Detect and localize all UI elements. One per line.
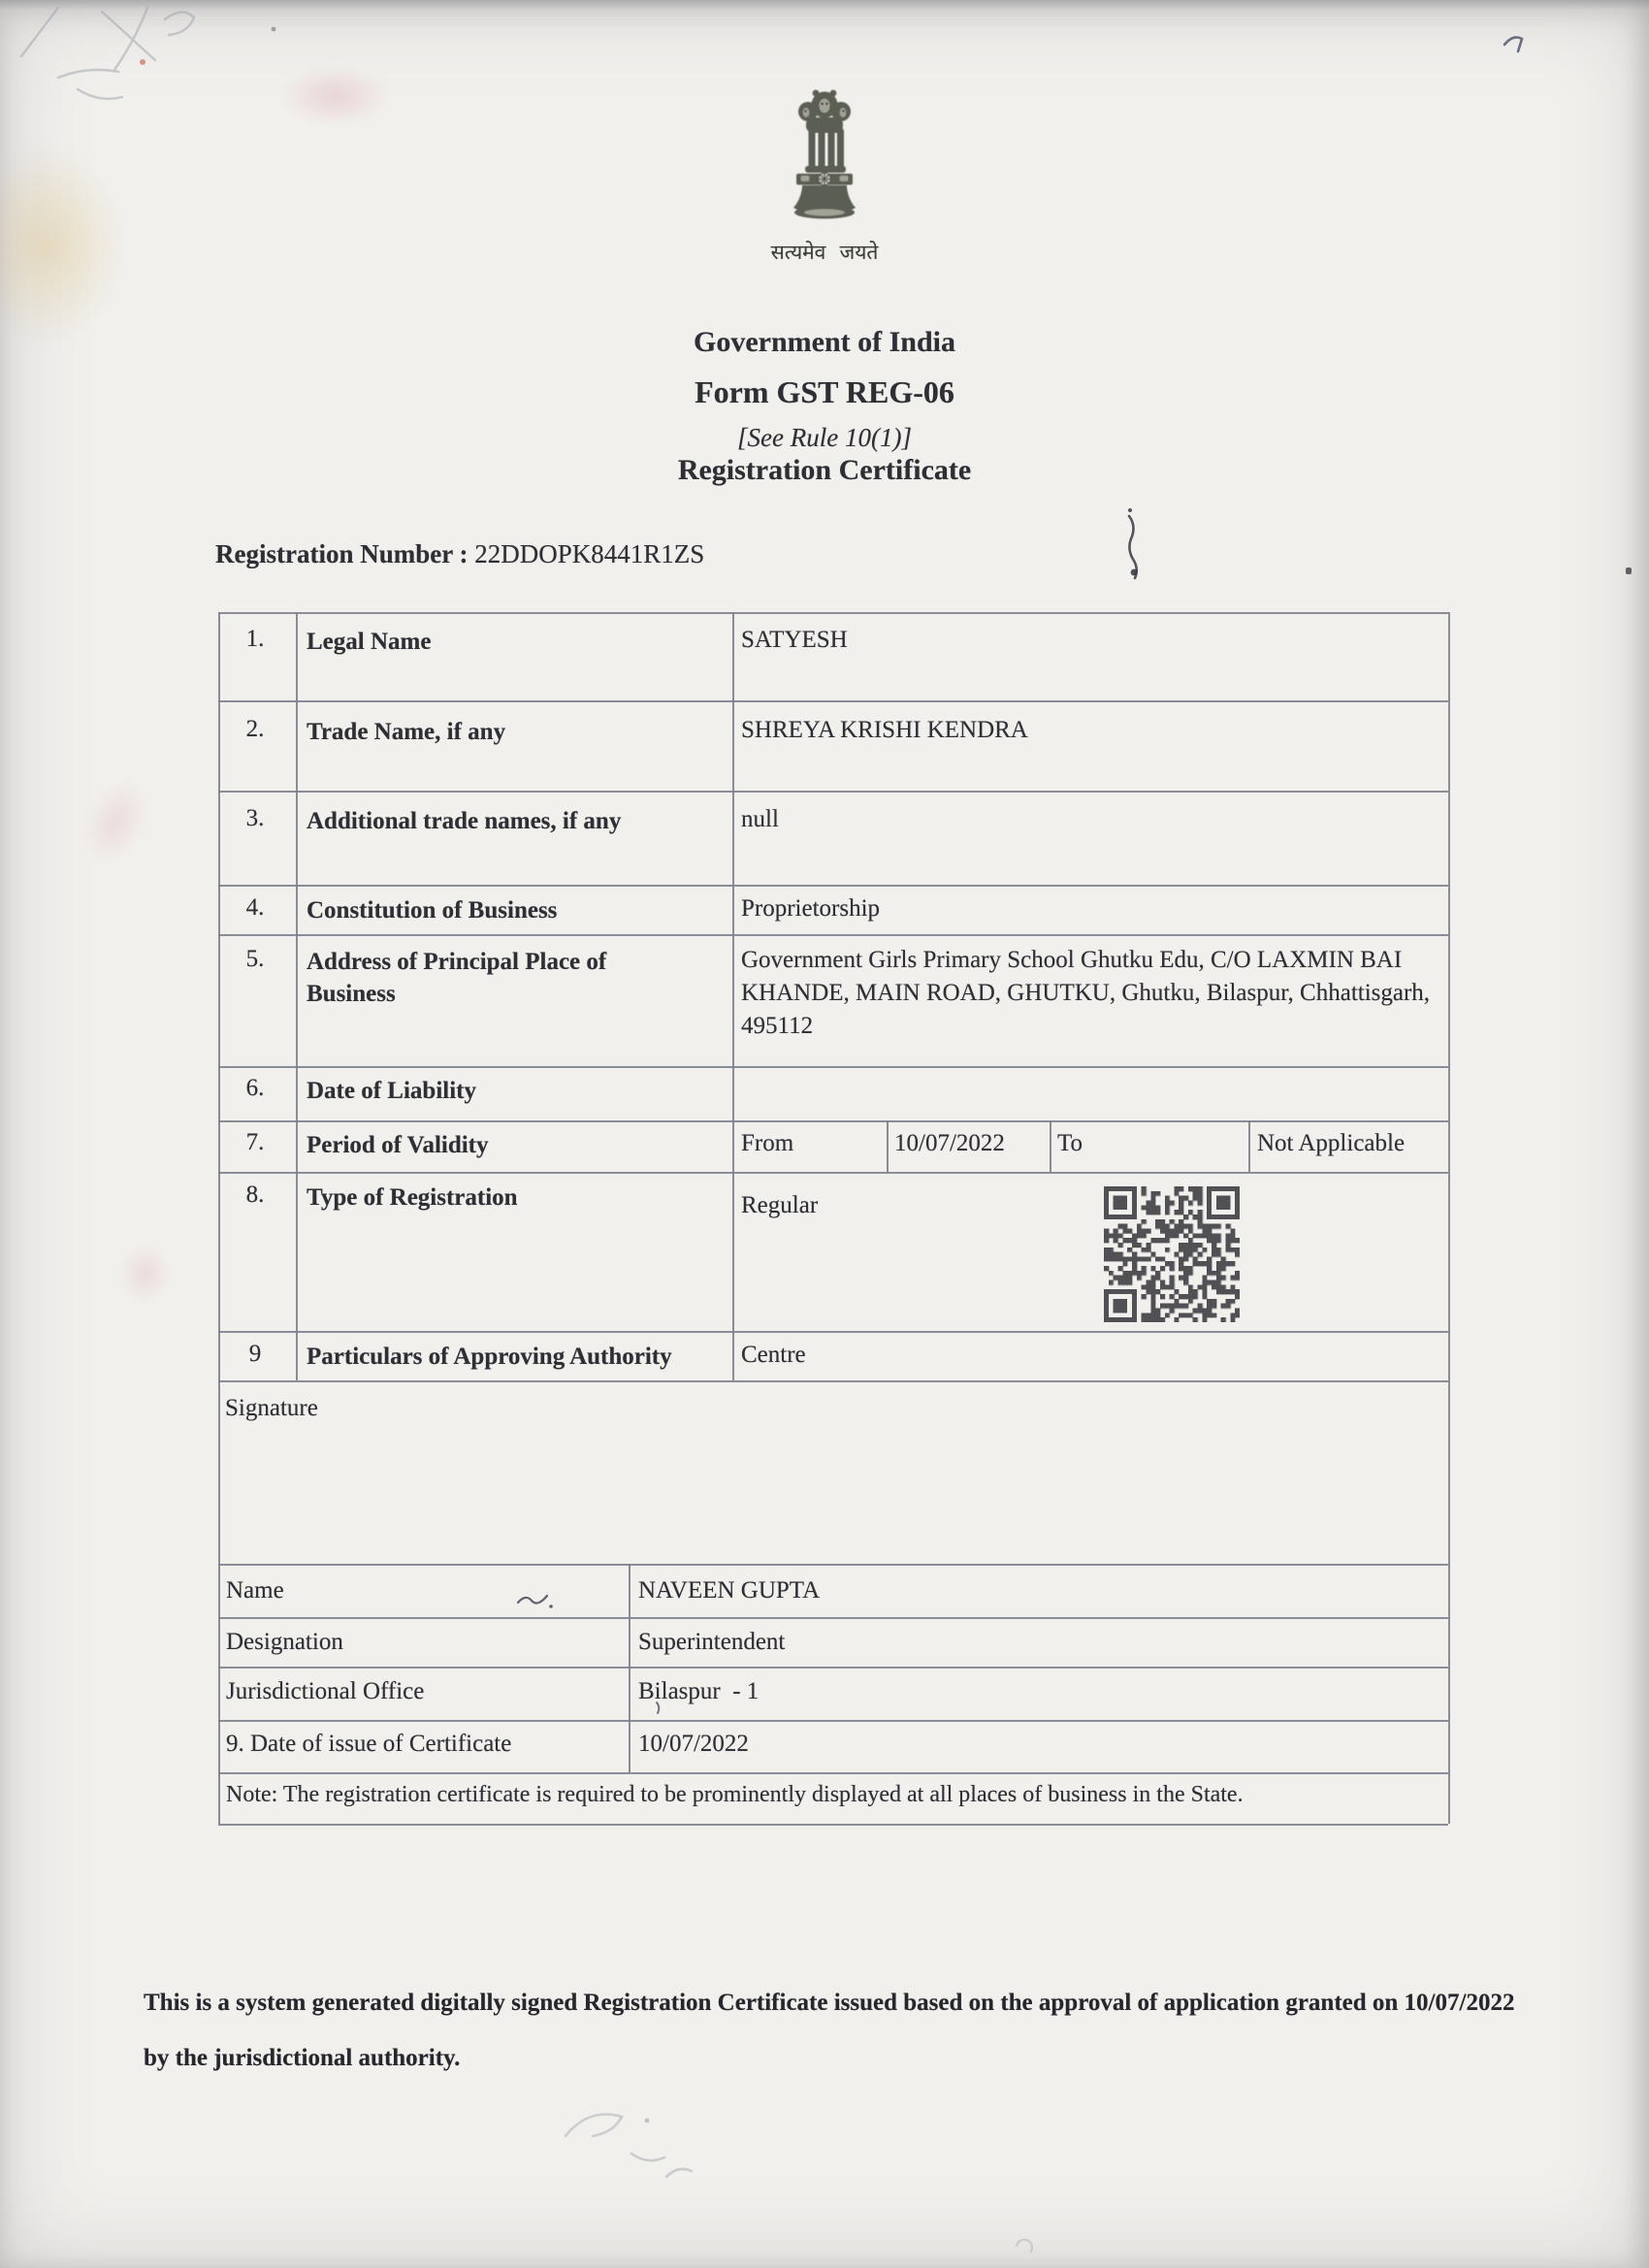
jurisdictional-office-label: Jurisdictional Office (226, 1678, 425, 1704)
table-border-line (629, 1564, 630, 1772)
row-8-label: Type of Registration (307, 1184, 518, 1211)
ink-squiggle (1114, 504, 1152, 587)
row-4-label: Constitution of Business (307, 897, 558, 923)
table-border-line (218, 1667, 1448, 1669)
row-6-number: 6. (245, 1075, 265, 1101)
row-5-number: 5. (245, 946, 265, 972)
emblem-motto: सत्यमेव जयते (770, 241, 879, 264)
row-2-label: Trade Name, if any (307, 719, 506, 745)
table-border-line (1248, 1120, 1250, 1172)
table-border-line (218, 700, 1448, 702)
table-border-line (218, 1066, 1448, 1068)
pen-check-mark (512, 1587, 559, 1616)
table-border-line (218, 1120, 1448, 1122)
government-title: Government of India (694, 326, 955, 358)
officer-designation-value: Superintendent (638, 1629, 786, 1655)
table-border-line (218, 1772, 1448, 1774)
row-7-label: Period of Validity (307, 1132, 489, 1158)
table-border-line (218, 1331, 1448, 1333)
row-4-number: 4. (245, 894, 265, 921)
table-border-line (218, 791, 1448, 793)
row-7-from-value: 10/07/2022 (894, 1130, 1005, 1156)
table-border-line (218, 934, 1448, 936)
pink-smudge (118, 1244, 172, 1304)
pencil-scribbles-top-left (19, 0, 310, 204)
registration-number-value: 22DDOPK8441R1ZS (474, 539, 705, 568)
pencil-scribbles-bottom (538, 2076, 791, 2212)
table-border-line (1448, 612, 1450, 1824)
table-border-line (218, 1380, 1448, 1382)
row-7-to-label: To (1057, 1130, 1083, 1156)
table-border-line (218, 1824, 1448, 1826)
row-9-value: Centre (741, 1342, 806, 1368)
table-border-line (218, 612, 1448, 614)
pencil-curl-bottom (1009, 2231, 1048, 2262)
table-border-line (887, 1120, 889, 1172)
table-border-line (218, 612, 220, 1824)
row-7-to-value: Not Applicable (1257, 1130, 1406, 1156)
registration-number-label: Registration Number : (215, 539, 469, 568)
table-border-line (218, 1720, 1448, 1722)
row-6-label: Date of Liability (307, 1078, 476, 1104)
pink-smudge (69, 767, 162, 876)
row-5-value: Government Girls Primary School Ghutku Edu, C/O LAXMIN BAI KHANDE, MAIN ROAD, GHUTKU, Ghutku, Bilaspur, Chhattisgarh, 495112 (741, 947, 1437, 1039)
row-7-from-label: From (741, 1130, 794, 1156)
officer-name-label: Name (226, 1577, 284, 1604)
table-border-line (1050, 1120, 1051, 1172)
row-1-label: Legal Name (307, 629, 432, 655)
officer-name-value: NAVEEN GUPTA (638, 1577, 821, 1604)
row-2-value: SHREYA KRISHI KENDRA (741, 717, 1028, 743)
date-of-issue-value: 10/07/2022 (638, 1731, 749, 1757)
row-7-number: 7. (245, 1129, 265, 1155)
registration-number (215, 539, 704, 569)
row-8-value: Regular (741, 1192, 819, 1218)
row-3-label: Additional trade names, if any (307, 808, 622, 834)
row-5-label: Address of Principal Place of Business (307, 949, 607, 1007)
row-3-value: null (741, 806, 779, 832)
signature-label: Signature (225, 1395, 318, 1421)
row-2-number: 2. (245, 716, 265, 742)
note-text: Note: The registration certificate is required to be prominently displayed at all places of business in the State. (226, 1782, 1244, 1807)
table-border-line (218, 1617, 1448, 1619)
table-border-line (732, 612, 734, 1380)
table-border-line (218, 1564, 1448, 1566)
ashoka-emblem-icon (781, 83, 868, 231)
footer-statement: This is a system generated digitally signed Registration Certificate issued based on the approval of application granted on 10/07/2022 by the jurisdictional authority. (144, 1990, 1515, 2071)
table-border-line (218, 885, 1448, 887)
row-1-number: 1. (245, 626, 265, 652)
pen-mark-top-right (1499, 25, 1547, 64)
document-title: Registration Certificate (677, 454, 972, 486)
form-title: Form GST REG-06 (695, 374, 954, 409)
row-4-value: Proprietorship (741, 895, 881, 922)
row-9-number: 9 (248, 1341, 262, 1367)
table-border-line (218, 1172, 1448, 1174)
jurisdictional-office-value: Bilaspur - 1 (638, 1678, 760, 1704)
rule-reference: [See Rule 10(1)] (737, 423, 912, 452)
row-8-number: 8. (245, 1182, 265, 1208)
row-3-number: 3. (245, 805, 265, 831)
ink-speck (1626, 567, 1632, 574)
date-of-issue-label: 9. Date of issue of Certificate (226, 1731, 512, 1757)
table-border-line (296, 612, 298, 1380)
row-9-label: Particulars of Approving Authority (307, 1344, 672, 1370)
qr-code (1104, 1186, 1240, 1322)
officer-designation-label: Designation (226, 1629, 343, 1655)
row-1-value: SATYESH (741, 627, 848, 653)
